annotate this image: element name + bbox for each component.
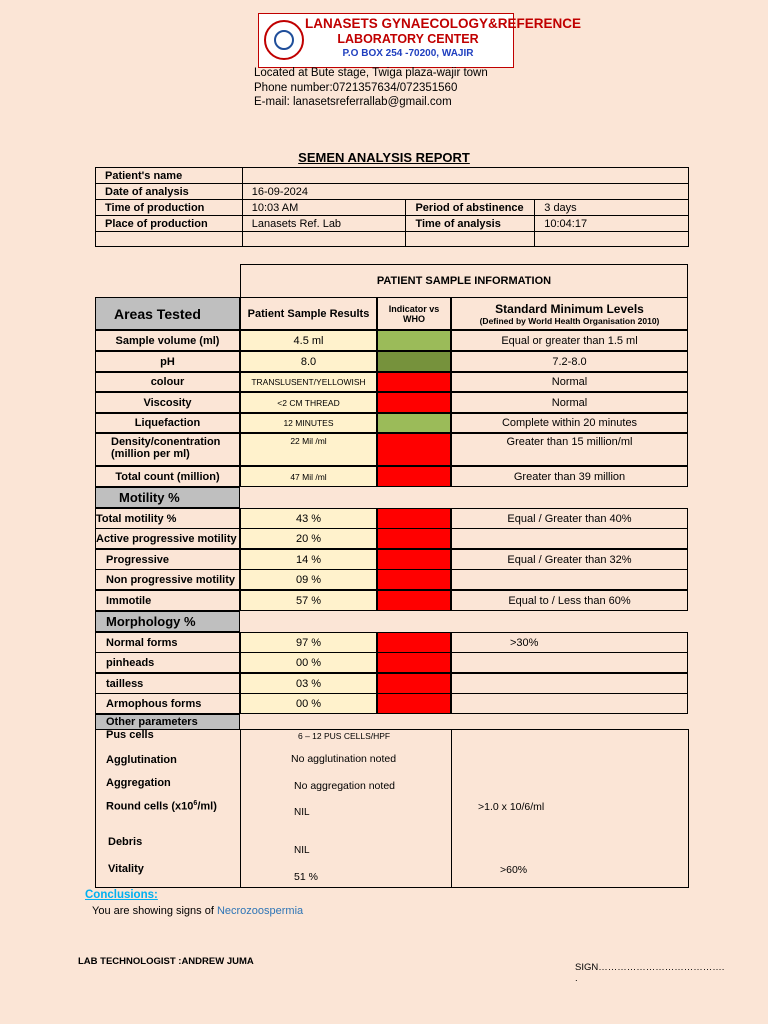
test-name: pinheads — [95, 652, 240, 673]
result-value: 09 % — [240, 569, 377, 590]
indicator-swatch — [377, 372, 451, 392]
standard-level — [451, 528, 688, 549]
test-name: Density/conentration (million per ml) — [95, 433, 240, 466]
standard-level — [451, 652, 688, 673]
section-title: PATIENT SAMPLE INFORMATION — [240, 264, 688, 298]
logo-line-3: P.O BOX 254 -70200, WAJIR — [342, 48, 474, 59]
result-value: 00 % — [240, 652, 377, 673]
result-value: 12 MINUTES — [240, 413, 377, 433]
time-of-production-value: 10:03 AM — [242, 200, 406, 216]
abstinence-label: Period of abstinence — [406, 200, 535, 216]
date-of-analysis-label: Date of analysis — [96, 184, 243, 200]
indicator-swatch — [377, 693, 451, 714]
abstinence-value: 3 days — [535, 200, 689, 216]
lab-phone: Phone number:0721357634/072351560 — [254, 82, 458, 94]
indicator-swatch — [377, 433, 451, 466]
header-results: Patient Sample Results — [240, 297, 377, 330]
header-indicator: Indicator vs WHO — [377, 297, 451, 330]
indicator-swatch — [377, 549, 451, 570]
result-value: 43 % — [240, 508, 377, 529]
indicator-swatch — [377, 466, 451, 487]
patient-name-label: Patient's name — [96, 168, 243, 184]
motility-header: Motility % — [95, 487, 240, 508]
lab-technologist: LAB TECHNOLOGIST :ANDREW JUMA — [78, 956, 254, 967]
test-name: Progressive — [95, 549, 240, 570]
other-result-value: NIL — [294, 807, 310, 818]
conclusions-text: You are showing signs of Necrozoospermia — [92, 905, 304, 917]
result-value: 97 % — [240, 632, 377, 653]
test-name: Active progressive motility — [95, 528, 240, 549]
standard-level: Normal — [451, 372, 688, 392]
header-areas-tested: Areas Tested — [95, 297, 240, 330]
other-test-name: Pus cells — [106, 729, 154, 741]
test-name: tailless — [95, 673, 240, 694]
time-of-production-label: Time of production — [96, 200, 243, 216]
standard-level: Normal — [451, 392, 688, 413]
other-result-value: NIL — [294, 845, 310, 856]
result-value: TRANSLUSENT/YELLOWISH — [240, 372, 377, 392]
other-test-name: Vitality — [108, 863, 144, 875]
other-result-value: 51 % — [294, 871, 318, 883]
indicator-swatch — [377, 413, 451, 433]
lab-location: Located at Bute stage, Twiga plaza-wajir town — [254, 67, 488, 79]
indicator-swatch — [377, 392, 451, 413]
test-name: colour — [95, 372, 240, 392]
standard-level — [451, 673, 688, 694]
place-of-production-value: Lanasets Ref. Lab — [242, 216, 406, 232]
test-name: Immotile — [95, 590, 240, 611]
other-test-name: Agglutination — [106, 754, 177, 766]
indicator-swatch — [377, 673, 451, 694]
result-value: 22 Mil /ml — [240, 433, 377, 466]
other-test-name: Aggregation — [106, 777, 171, 789]
result-value: 20 % — [240, 528, 377, 549]
time-of-analysis-value: 10:04:17 — [535, 216, 689, 232]
test-name: Normal forms — [95, 632, 240, 653]
other-test-name: Debris — [108, 836, 143, 848]
result-value: 47 Mil /ml — [240, 466, 377, 487]
test-name: Total count (million) — [95, 466, 240, 487]
standard-level: Equal or greater than 1.5 ml — [451, 330, 688, 351]
time-of-analysis-label: Time of analysis — [406, 216, 535, 232]
standard-level: Equal / Greater than 32% — [451, 549, 688, 570]
date-of-analysis-value: 16-09-2024 — [242, 184, 688, 200]
other-result-value: 6 – 12 PUS CELLS/HPF — [298, 731, 391, 741]
indicator-swatch — [377, 528, 451, 549]
indicator-swatch — [377, 632, 451, 653]
logo-line-2: LABORATORY CENTER — [337, 32, 479, 46]
other-parameters-header: Other parameters — [95, 714, 240, 730]
other-result-value: No agglutination noted — [291, 753, 397, 765]
logo-line-1: LANASETS GYNAECOLOGY&REFERENCE — [305, 16, 582, 31]
test-name: Liquefaction — [95, 413, 240, 433]
result-value: <2 CM THREAD — [240, 392, 377, 413]
place-of-production-label: Place of production — [96, 216, 243, 232]
result-value: 03 % — [240, 673, 377, 694]
test-name: Sample volume (ml) — [95, 330, 240, 351]
lab-emblem-icon — [264, 20, 304, 60]
test-name: Viscosity — [95, 392, 240, 413]
standard-level — [451, 569, 688, 590]
standard-level: >30% — [451, 632, 688, 653]
indicator-swatch — [377, 652, 451, 673]
indicator-swatch — [377, 508, 451, 529]
lab-logo — [258, 13, 582, 68]
result-value: 4.5 ml — [240, 330, 377, 351]
standard-level: Equal / Greater than 40% — [451, 508, 688, 529]
conclusions-label: Conclusions: — [85, 889, 158, 901]
test-name: Non progressive motility — [95, 569, 240, 590]
header-standard: Standard Minimum Levels (Defined by World Health Organisation 2010) — [451, 297, 688, 330]
patient-info-table — [95, 167, 689, 247]
morphology-header: Morphology % — [95, 611, 240, 632]
patient-name-value — [242, 168, 688, 184]
test-name: Armophous forms — [95, 693, 240, 714]
standard-level — [451, 693, 688, 714]
other-standard-level: >1.0 x 10/6/ml — [478, 801, 545, 813]
standard-level: 7.2-8.0 — [451, 351, 688, 372]
other-standard-level: >60% — [500, 864, 528, 876]
standard-level: Complete within 20 minutes — [451, 413, 688, 433]
result-value: 57 % — [240, 590, 377, 611]
standard-level: Greater than 15 million/ml — [451, 433, 688, 466]
standard-level: Equal to / Less than 60% — [451, 590, 688, 611]
indicator-swatch — [377, 351, 451, 372]
result-value: 14 % — [240, 549, 377, 570]
indicator-swatch — [377, 590, 451, 611]
test-name: Total motility % — [95, 508, 240, 529]
signature-line: SIGN…………………………………. . — [575, 962, 725, 984]
other-test-name: Round cells $(x10^6/ml)$ — [106, 800, 217, 813]
diagnosis: Necrozoospermia — [216, 905, 304, 917]
result-value: 00 % — [240, 693, 377, 714]
other-result-value: No aggregation noted — [294, 780, 395, 792]
standard-level: Greater than 39 million — [451, 466, 688, 487]
test-name: pH — [95, 351, 240, 372]
result-value: 8.0 — [240, 351, 377, 372]
lab-email: E-mail: lanasetsreferrallab@gmail.com — [254, 96, 452, 108]
report-title: SEMEN ANALYSIS REPORT — [298, 150, 470, 165]
indicator-swatch — [377, 569, 451, 590]
indicator-swatch — [377, 330, 451, 351]
